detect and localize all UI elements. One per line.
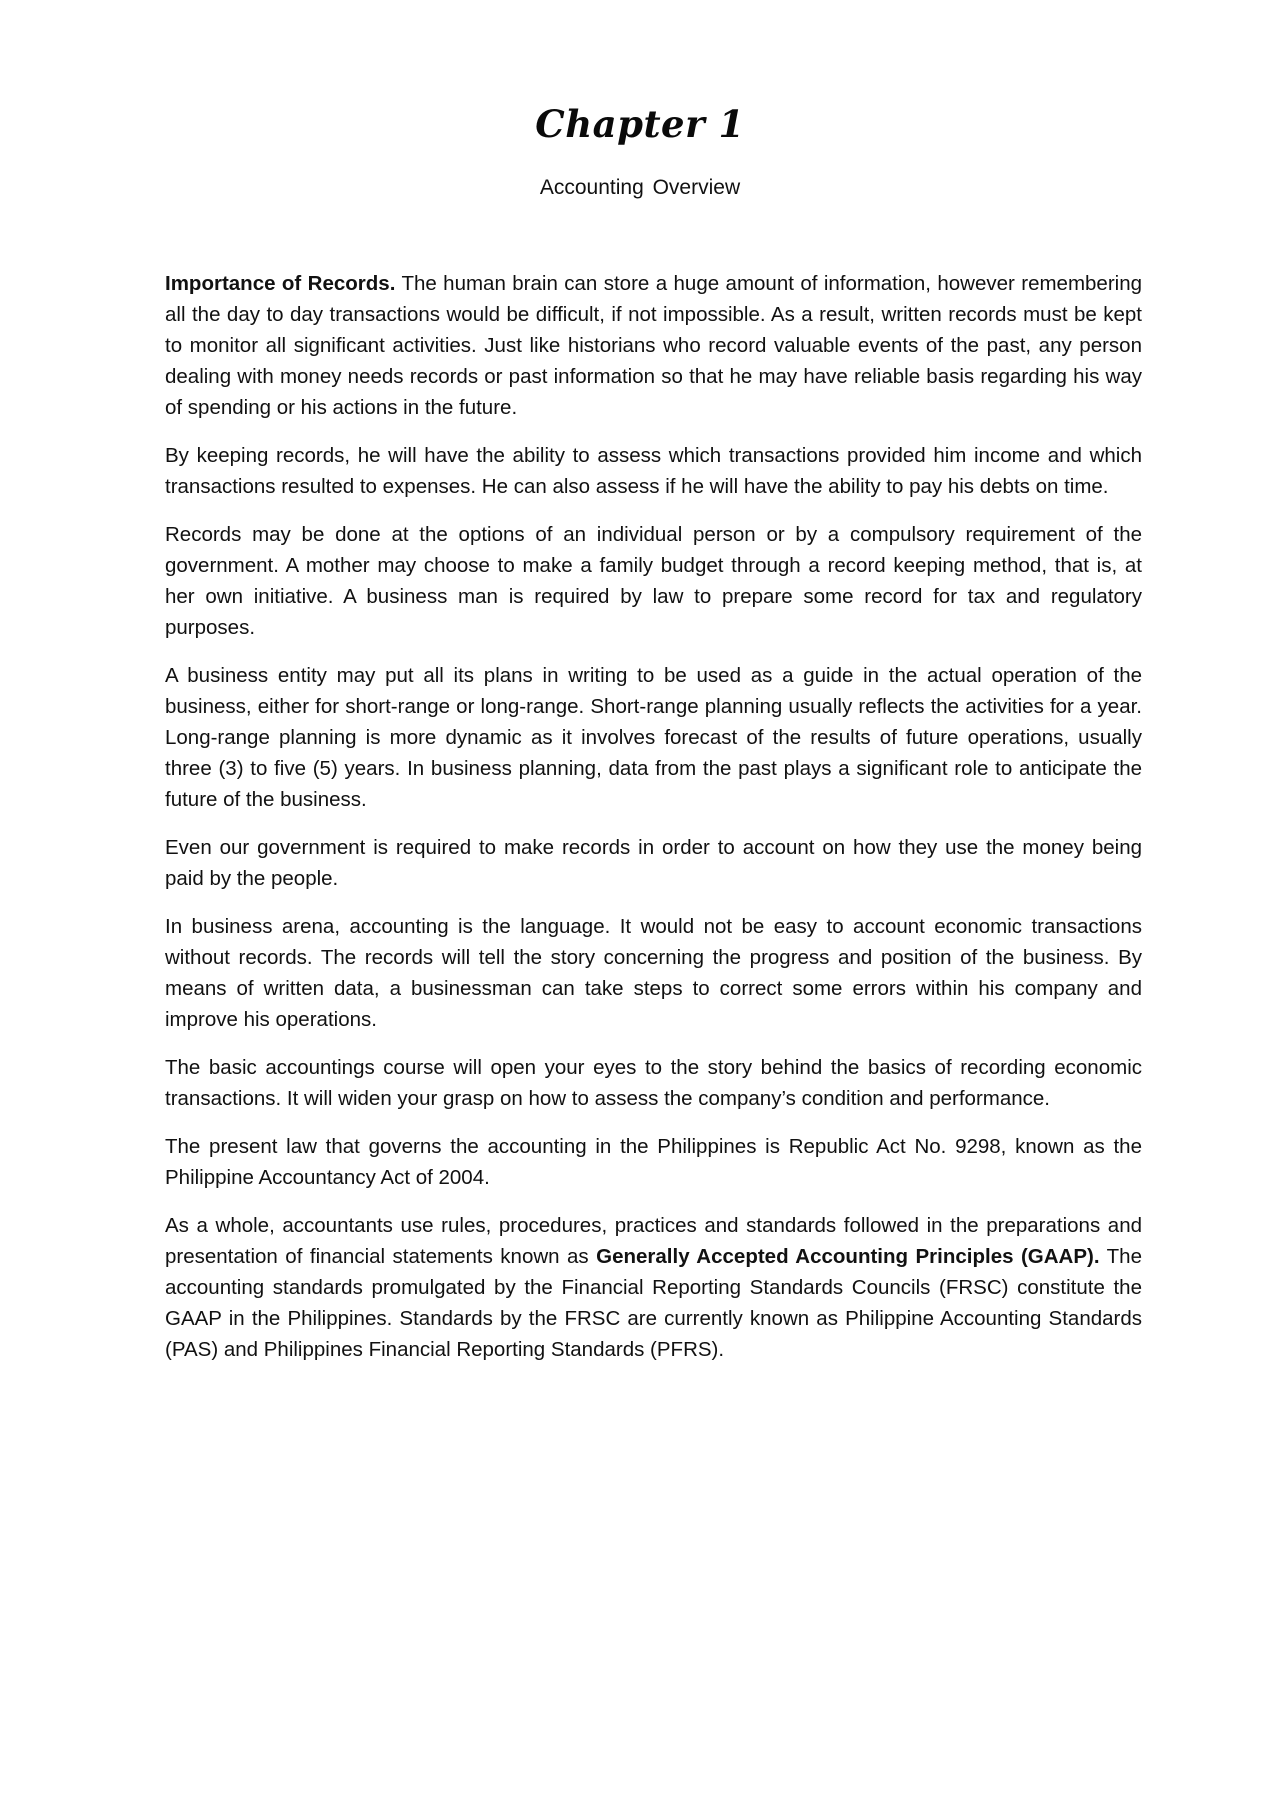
chapter-subtitle: Accounting Overview bbox=[539, 176, 741, 199]
paragraph-text: By keeping records, he will have the ability to assess which transactions provided him income and which transactions resulted to expenses. He can also assess if he will have the ability to pay his debts on time. bbox=[165, 444, 1142, 498]
paragraph-records-options bbox=[165, 519, 1142, 643]
paragraph-basic-accounting-course bbox=[165, 1052, 1142, 1114]
paragraph-present-law bbox=[165, 1131, 1142, 1193]
paragraph-importance-of-records bbox=[165, 268, 1142, 423]
paragraph-keeping-records bbox=[165, 440, 1142, 502]
gaap-term: Generally Accepted Accounting Principles (GAAP). bbox=[596, 1245, 1100, 1268]
paragraph-text: The human brain can store a huge amount of information, however remembering all the day to day transactions would be difficult, if not impossible. As a result, written records must be kept to monitor all significant activities. Just like historians who record valuable events of the past, any person dealing with money needs records or past information so that he may have reliable basis regarding his way of spending or his actions in the future. bbox=[165, 272, 1143, 419]
paragraph-business-language bbox=[165, 911, 1142, 1035]
paragraph-text: In business arena, accounting is the language. It would not be easy to account economic transactions without records. The records will tell the story concerning the progress and position of the business. By means of written data, a businessman can take steps to correct some errors within his company and improve his operations. bbox=[165, 915, 1142, 1031]
paragraph-text: As a whole, accountants use rules, procedures, practices and standards followed in the preparations and presentation of financial statements known as bbox=[165, 1214, 1142, 1268]
paragraph-text: Records may be done at the options of an individual person or by a compulsory requirement of the government. A mother may choose to make a family budget through a record keeping method, that is, at her own initiative. A business man is required by law to prepare some record for tax and regulatory purposes. bbox=[165, 523, 1142, 639]
paragraph-government-records bbox=[165, 832, 1142, 894]
chapter-title: Chapter 1 bbox=[535, 102, 745, 146]
paragraph-text: The accounting standards promulgated by the Financial Reporting Standards Councils (FRSC) constitute the GAAP in the Philippines. Standards by the FRSC are currently known as Philippine Accounting Standards (PAS) and Philippines Financial Reporting Standards (PFRS). bbox=[165, 1245, 1142, 1361]
paragraph-lead-heading: Importance of Records. bbox=[165, 272, 396, 295]
paragraph-text: A business entity may put all its plans in writing to be used as a guide in the actual operation of the business, either for short-range or long-range. Short-range planning usually reflects the activities for a year. Long-range planning is more dynamic as it involves forecast of the results of future operations, usually three (3) to five (5) years. In business planning, data from the past plays a significant role to anticipate the future of the business. bbox=[165, 664, 1142, 811]
paragraph-text: The basic accountings course will open your eyes to the story behind the basics of recording economic transactions. It will widen your grasp on how to assess the company’s condition and performance. bbox=[165, 1056, 1142, 1110]
body-text bbox=[165, 268, 1142, 1382]
paragraph-gaap bbox=[165, 1210, 1142, 1365]
paragraph-text: Even our government is required to make records in order to account on how they use the money being paid by the people. bbox=[165, 836, 1142, 890]
paragraph-business-planning bbox=[165, 660, 1142, 815]
paragraph-text: The present law that governs the accounting in the Philippines is Republic Act No. 9298, known as the Philippine Accountancy Act of 2004. bbox=[165, 1135, 1142, 1189]
